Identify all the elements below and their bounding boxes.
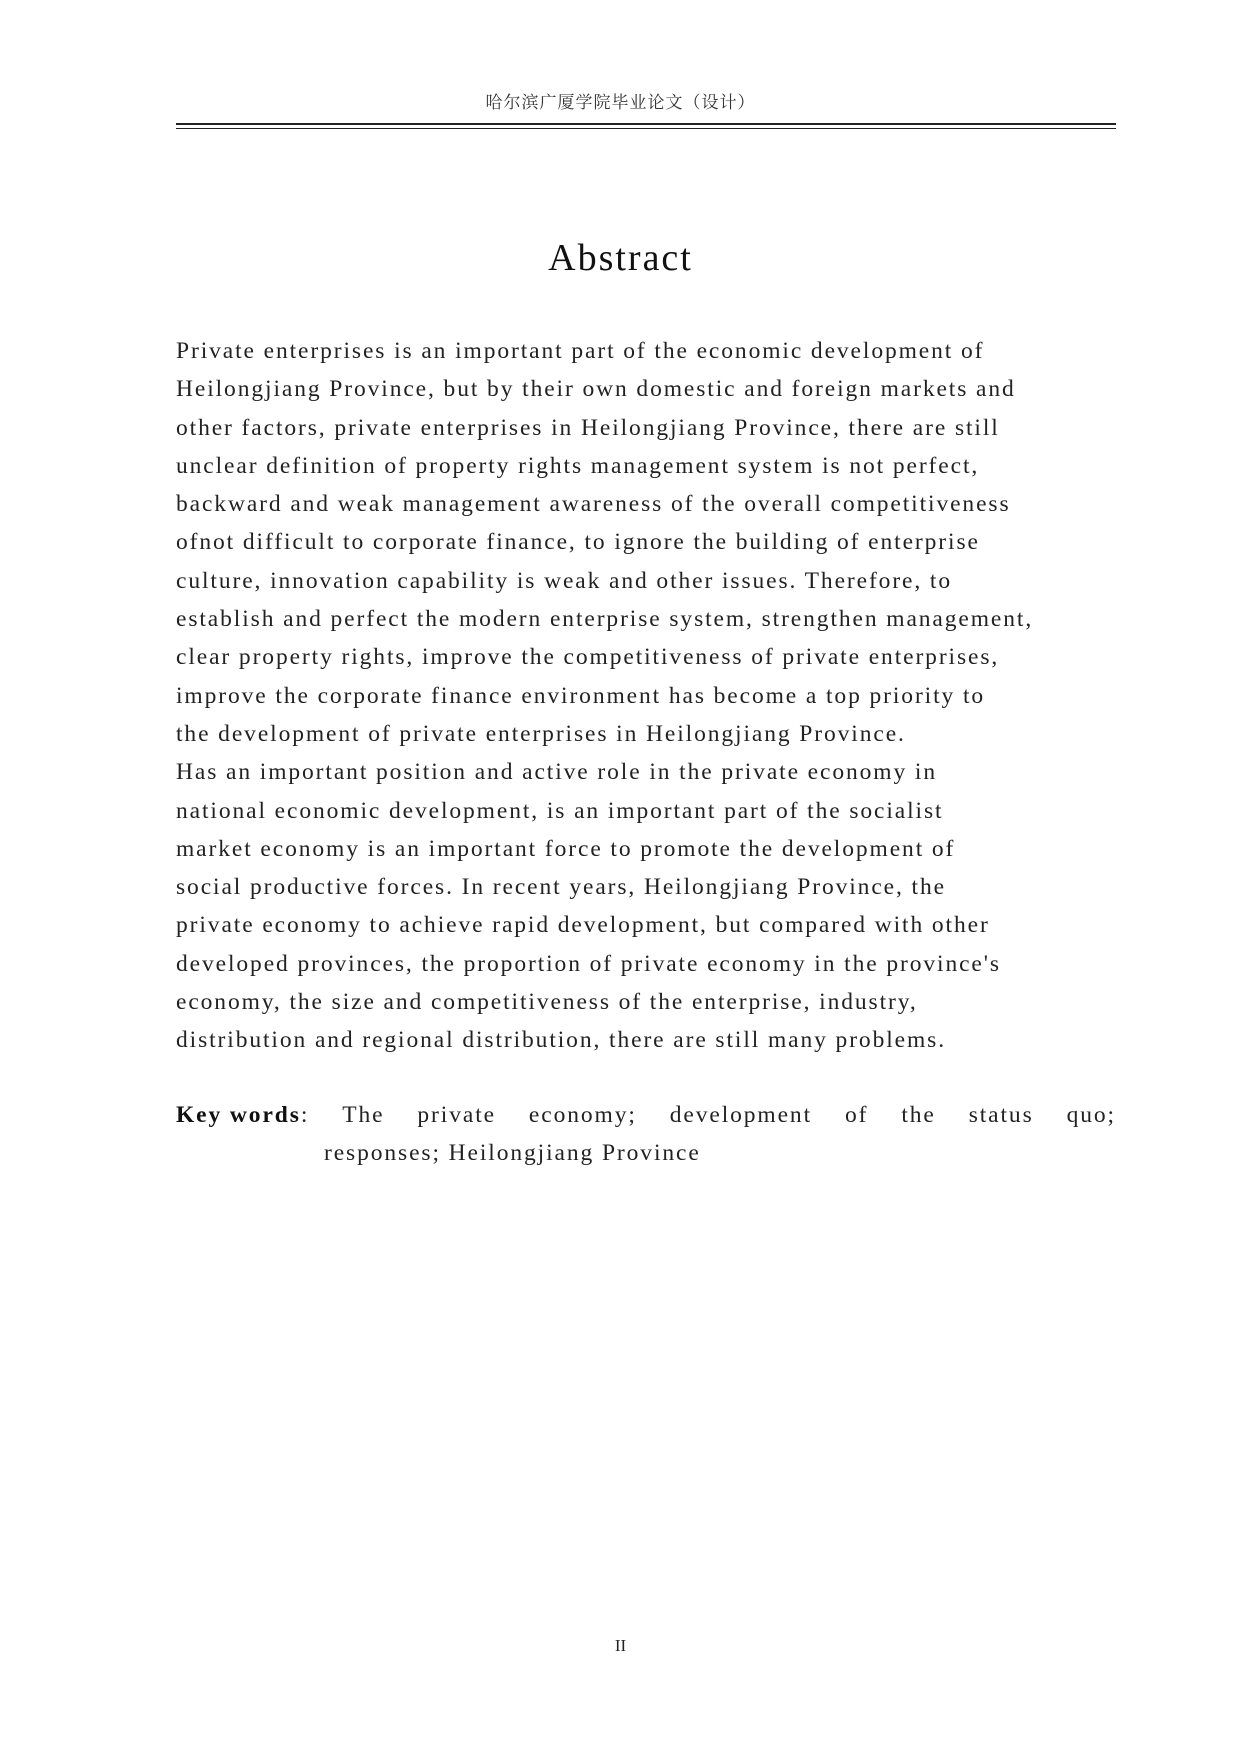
- abstract-line: backward and weak management awareness of the overall competitiveness: [176, 491, 1011, 518]
- abstract-line: clear property rights, improve the competitiveness of private enterprises,: [176, 644, 1000, 671]
- keyword-word: development: [669, 1102, 813, 1128]
- keywords-label: Key words: [176, 1102, 301, 1128]
- abstract-line: improve the corporate finance environment has become a top priority to: [176, 682, 986, 709]
- abstract-line: establish and perfect the modern enterprise system, strengthen management,: [176, 606, 1034, 633]
- abstract-line: market economy is an important force to promote the development of: [176, 835, 956, 862]
- abstract-line: ofnot difficult to corporate finance, to ignore the building of enterprise: [176, 529, 980, 556]
- abstract-body: [176, 332, 1126, 1060]
- page-number: II: [614, 1636, 627, 1655]
- keyword-word: of: [844, 1102, 869, 1128]
- running-header: 哈尔滨广厦学院毕业论文（设计）: [485, 93, 756, 112]
- keyword-word: the: [901, 1102, 936, 1128]
- abstract-line: national economic development, is an important part of the socialist: [176, 797, 944, 824]
- keyword-word: economy;: [528, 1102, 637, 1128]
- abstract-line: unclear definition of property rights management system is not perfect,: [176, 452, 980, 479]
- abstract-line: culture, innovation capability is weak and other issues. Therefore, to: [176, 567, 953, 594]
- abstract-line: Private enterprises is an important part of the economic development of: [176, 338, 985, 364]
- abstract-title: Abstract: [548, 237, 693, 279]
- abstract-line: distribution and regional distribution, there are still many problems.: [176, 1027, 946, 1054]
- keywords-label-group: [176, 1096, 309, 1134]
- keyword-word: The: [342, 1102, 385, 1128]
- abstract-line: social productive forces. In recent years, Heilongjiang Province, the: [176, 874, 946, 901]
- keywords-line-2: responses; Heilongjiang Province: [324, 1140, 701, 1167]
- abstract-line: Heilongjiang Province, but by their own domestic and foreign markets and: [176, 376, 1016, 403]
- abstract-line: other factors, private enterprises in Heilongjiang Province, there are still: [176, 414, 1000, 441]
- header-rule-thin: [176, 128, 1116, 129]
- keywords-line-1: [176, 1096, 1116, 1134]
- keyword-word: private: [417, 1102, 496, 1128]
- keywords-block: [176, 1096, 1116, 1173]
- keyword-word: quo;: [1066, 1102, 1116, 1128]
- abstract-line: private economy to achieve rapid development, but compared with other: [176, 912, 990, 939]
- abstract-line: economy, the size and competitiveness of the enterprise, industry,: [176, 989, 918, 1016]
- header-rule-thick: [176, 123, 1116, 125]
- abstract-line: Has an important position and active role in the private economy in: [176, 759, 937, 786]
- keyword-word: status: [968, 1102, 1034, 1128]
- abstract-line: the development of private enterprises in Heilongjiang Province.: [176, 720, 906, 747]
- keywords-separator: :: [300, 1102, 310, 1128]
- abstract-line: developed provinces, the proportion of private economy in the province's: [176, 950, 1001, 977]
